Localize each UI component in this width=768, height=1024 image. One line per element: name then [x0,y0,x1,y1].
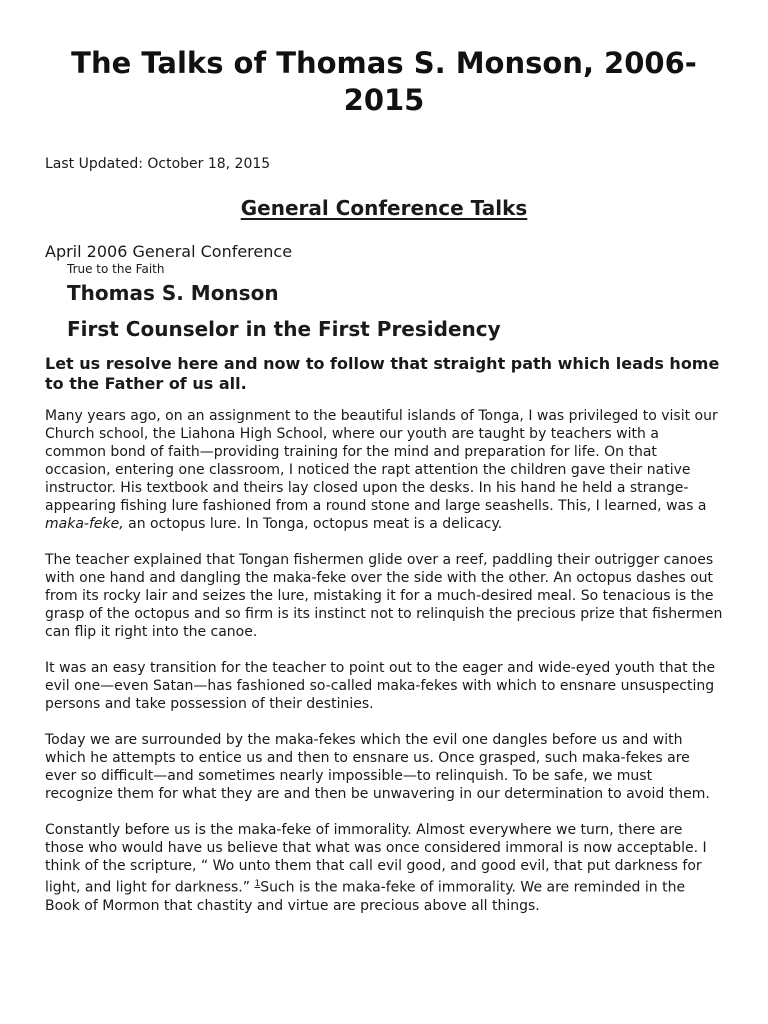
last-updated-text: Last Updated: October 18, 2015 [45,156,271,172]
paragraph-1-text: Many years ago, on an assignment to the beautiful islands of Tonga, I was privileged to visit our Church school, the Liahona High School, where our youth are taught by teachers with a common bond of faith—providing training for the mind and preparation for life. On that occasion, entering one classroom, I noticed the rapt attention the children gave their native instructor. His textbook and theirs lay closed upon the desks. In his hand he held a strange-appearing fishing lure fashioned from a round stone and large seashells. This, I learned, was a [45,408,718,514]
speaker-name: Thomas S. Monson [67,281,279,305]
footnote-1-link[interactable]: 1 [254,879,261,889]
conference-label: April 2006 General Conference [45,242,293,261]
paragraph-5 [45,821,723,915]
section-heading-label: General Conference Talks [240,196,528,220]
section-heading [45,195,723,221]
document-title: The Talks of Thomas S. Monson, 2006-2015 [71,46,697,117]
paragraph-5-text: Constantly before us is the maka-feke of immorality. Almost everywhere we turn, there are those who would have us believe that what was once considered immoral is now acceptable. I think of the scripture, “ Wo unto them that call evil good, and good evil, that put darkness for light, and light for darkness.” [45,822,707,896]
paragraph-1 [45,407,723,533]
paragraph-1-text-end: an octopus lure. In Tonga, octopus meat is a delicacy. [123,516,503,532]
paragraph-2: The teacher explained that Tongan fishermen glide over a reef, paddling their outrigger canoes with one hand and dangling the maka-feke over the side with the other. An octopus dashes out from its rocky lair and seizes the lure, mistaking it for a much-desired meal. So tenacious is the grasp of the octopus and so firm is its instinct not to relinquish the precious prize that fishermen can flip it right into the canoe. [45,552,723,640]
talk-title: True to the Faith [67,262,165,276]
talk-kicker: Let us resolve here and now to follow that straight path which leads home to the Father of us all. [45,354,720,393]
paragraph-5-text-end: Such is the maka-feke of immorality. We are reminded in the Book of Mormon that chastity and virtue are precious above all things. [45,879,686,914]
paragraph-1-emphasis: maka-feke, [45,516,124,532]
speaker-calling: First Counselor in the First Presidency [67,317,501,341]
paragraph-3: It was an easy transition for the teacher to point out to the eager and wide-eyed youth that the evil one—even Satan—has fashioned so-called maka-fekes with which to ensnare unsuspecting persons and take possession of their destinies. [45,660,716,712]
paragraph-4: Today we are surrounded by the maka-fekes which the evil one dangles before us and with which he attempts to entice us and then to ensnare us. Once grasped, such maka-fekes are ever so difficult—and sometimes nearly impossible—to relinquish. To be safe, we must recognize them for what they are and then be unwavering in our determination to avoid them. [45,732,710,802]
